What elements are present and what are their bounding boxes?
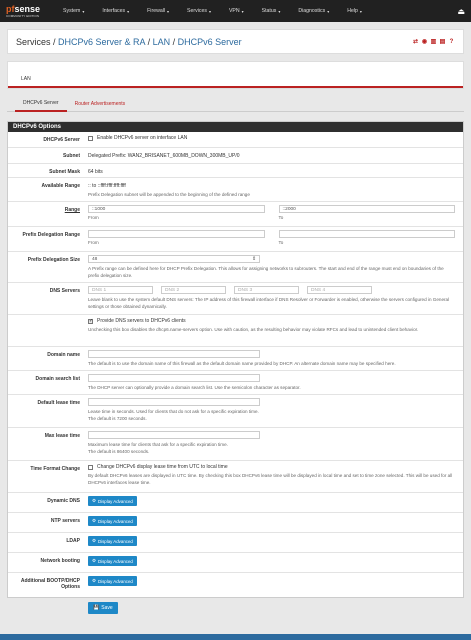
- caret-down-icon: ▾: [241, 8, 244, 14]
- caret-down-icon: ▾: [359, 8, 362, 14]
- menu-services[interactable]: Services ▾: [187, 8, 211, 14]
- ldap-label: LDAP: [66, 538, 80, 544]
- range-from-label: From: [88, 215, 99, 220]
- log-icon[interactable]: ▤: [439, 39, 446, 45]
- domain-name-label: Domain name: [47, 352, 80, 358]
- netboot-label: Network booting: [40, 558, 80, 564]
- max-lease-label: Max lease time: [44, 433, 80, 439]
- footer-bar: [0, 634, 471, 640]
- dns3-input[interactable]: DNS 3: [234, 286, 299, 294]
- save-button[interactable]: 💾 Save: [88, 602, 118, 614]
- time-format-help: By default DHCPv6 leases are displayed in UTC time. By checking this box DHCPv6 lease time will be displayed in local time and set to time zone selected. This will be used for all DHCPv6 interfaces lease time.: [88, 473, 453, 485]
- dhcpv6-options-panel: [7, 121, 464, 598]
- caret-down-icon: ▾: [327, 8, 330, 14]
- dns2-input[interactable]: DNS 2: [161, 286, 226, 294]
- available-range-label: Available Range: [41, 183, 80, 189]
- pd-to-label: To: [278, 240, 284, 245]
- enable-dhcpv6-checkbox[interactable]: [88, 136, 93, 141]
- dns-help: Leave blank to use the system default DNS servers: The IP address of this firewall interface if DNS Resolver or Forwarder is enabled, otherwise the servers configured in General settings or those obtained dynamically.: [88, 297, 450, 309]
- available-range-help: Prefix Delegation subnet will be appended to the beginning of the defined range: [88, 192, 250, 197]
- dns-servers-label: DNS Servers: [49, 288, 80, 294]
- breadcrumb-dhcpv6-ra[interactable]: DHCPv6 Server & RA: [58, 36, 146, 47]
- range-from-input[interactable]: ::1000: [88, 205, 265, 213]
- subnet-value: Delegated Prefix: WAN2_BRISANET_600MB_DOWN_300MB_UP/0: [88, 153, 240, 159]
- menu-firewall[interactable]: Firewall ▾: [147, 8, 170, 14]
- menu-help[interactable]: Help ▾: [347, 8, 362, 14]
- tab-lan[interactable]: LAN: [16, 72, 36, 88]
- domain-search-help: The DHCP server can optionally provide a domain search list. Use the semicolon character as separator.: [88, 385, 301, 390]
- caret-down-icon: ▾: [278, 8, 281, 14]
- domain-search-label: Domain search list: [35, 376, 80, 382]
- gear-icon: ⚙: [92, 578, 96, 583]
- gear-icon: ⚙: [92, 498, 96, 503]
- pd-size-help: A Prefix range can be defined here for DHCP Prefix Delegation. This allows for assigning networks to subrouters. The start and end of the range must end on boundaries of the prefix delegation size.: [88, 266, 444, 278]
- breadcrumb-root: Services: [16, 36, 51, 47]
- top-navbar: [0, 0, 471, 22]
- menu-interfaces[interactable]: Interfaces ▾: [102, 8, 130, 14]
- domain-name-help: The default is to use the domain name of this firewall as the default domain name provided by DHCP. An alternate domain name may be specified here.: [88, 361, 396, 366]
- logout-icon[interactable]: ⏏: [457, 6, 465, 16]
- panel-title: DHCPv6 Options: [8, 122, 463, 132]
- ldap-advanced-button[interactable]: ⚙ Display Advanced: [88, 536, 137, 546]
- domain-name-input[interactable]: [88, 350, 260, 358]
- dns4-input[interactable]: DNS 4: [307, 286, 372, 294]
- service-status-icon[interactable]: ◉: [421, 39, 428, 45]
- default-lease-help: Lease time in seconds. Used for clients that do not ask for a specific expiration time. The default is 7200 seconds.: [88, 409, 259, 421]
- available-range-value: :: to ::ffff:ffff:ffff:ffff: [88, 183, 126, 189]
- gear-icon: ⚙: [92, 538, 96, 543]
- provide-dns-help: Unchecking this box disables the dhcp6.name-servers option. Use with caution, as the resulting behavior may violate RFCs and lead to unintended client behavior.: [88, 327, 419, 332]
- time-format-text: Change DHCPv6 display lease time from UTC to local time: [97, 464, 228, 470]
- max-lease-help: Maximum lease time for clients that ask for a specific expiration time. The default is 86400 seconds.: [88, 442, 228, 454]
- max-lease-input[interactable]: [88, 431, 260, 439]
- gear-icon: ⚙: [92, 518, 96, 523]
- lan-icon[interactable]: ⇄: [412, 39, 419, 45]
- ntp-label: NTP servers: [50, 518, 80, 524]
- caret-down-icon: ▾: [208, 8, 211, 14]
- breadcrumb: Services / DHCPv6 Server & RA / LAN / DHCPv6 Server ⇄ ◉ ▥ ▤ ?: [7, 29, 464, 54]
- main-menu: [54, 8, 457, 14]
- help-icon[interactable]: ?: [449, 38, 454, 45]
- breadcrumb-dhcpv6-server[interactable]: DHCPv6 Server: [177, 36, 242, 47]
- enable-dhcpv6-text: Enable DHCPv6 server on interface LAN: [97, 135, 188, 141]
- ddns-advanced-button[interactable]: ⚙ Display Advanced: [88, 496, 137, 506]
- default-lease-label: Default lease time: [37, 400, 80, 406]
- pd-from-label: From: [88, 240, 99, 245]
- provide-dns-text: Provide DNS servers to DHCPv6 clients: [97, 318, 186, 324]
- mask-value: 64 bits: [88, 169, 103, 175]
- sub-tabs: [7, 95, 464, 112]
- ddns-label: Dynamic DNS: [47, 498, 80, 504]
- bootp-advanced-button[interactable]: ⚙ Display Advanced: [88, 576, 137, 586]
- menu-status[interactable]: Status ▾: [261, 8, 281, 14]
- range-to-input[interactable]: ::2000: [279, 205, 456, 213]
- logo-text: pfsense: [6, 3, 41, 14]
- gear-icon: ⚙: [92, 558, 96, 563]
- pd-range-from-input[interactable]: [88, 230, 265, 238]
- subnet-label: Subnet: [63, 153, 80, 159]
- pfsense-logo[interactable]: [6, 5, 40, 18]
- mask-label: Subnet Mask: [49, 169, 80, 175]
- dns1-input[interactable]: DNS 1: [88, 286, 153, 294]
- provide-dns-checkbox[interactable]: [88, 319, 93, 324]
- menu-diagnostics[interactable]: Diagnostics ▾: [298, 8, 330, 14]
- pd-size-label: Prefix Delegation Size: [27, 257, 80, 263]
- server-label: DHCPv6 Server: [43, 137, 80, 143]
- pd-range-label: Prefix Delegation Range: [22, 232, 80, 238]
- tab-router-advertisements[interactable]: Router Advertisements: [74, 101, 126, 107]
- time-format-label: Time Format Change: [30, 466, 80, 472]
- netboot-advanced-button[interactable]: ⚙ Display Advanced: [88, 556, 137, 566]
- menu-system[interactable]: System ▾: [63, 8, 85, 14]
- bootp-label: Additional BOOTP/DHCP Options: [20, 578, 80, 590]
- range-to-label: To: [278, 215, 284, 220]
- ntp-advanced-button[interactable]: ⚙ Display Advanced: [88, 516, 137, 526]
- pd-size-select[interactable]: 48 ⇕: [88, 255, 260, 263]
- logo-subtitle: COMMUNITY EDITION: [6, 13, 40, 18]
- domain-search-input[interactable]: [88, 374, 260, 382]
- menu-vpn[interactable]: VPN ▾: [228, 8, 244, 14]
- breadcrumb-lan[interactable]: LAN: [152, 36, 171, 47]
- caret-down-icon: ▾: [127, 8, 130, 14]
- caret-down-icon: ▾: [82, 8, 85, 14]
- pd-range-to-input[interactable]: [279, 230, 456, 238]
- chart-icon[interactable]: ▥: [430, 39, 437, 45]
- select-arrow-icon: ⇕: [251, 256, 256, 262]
- default-lease-input[interactable]: [88, 398, 260, 406]
- time-format-checkbox[interactable]: [88, 465, 93, 470]
- range-label: Range: [64, 207, 80, 213]
- tab-dhcpv6-server[interactable]: DHCPv6 Server: [15, 96, 67, 112]
- caret-down-icon: ▾: [167, 8, 170, 14]
- save-icon: 💾: [93, 605, 100, 611]
